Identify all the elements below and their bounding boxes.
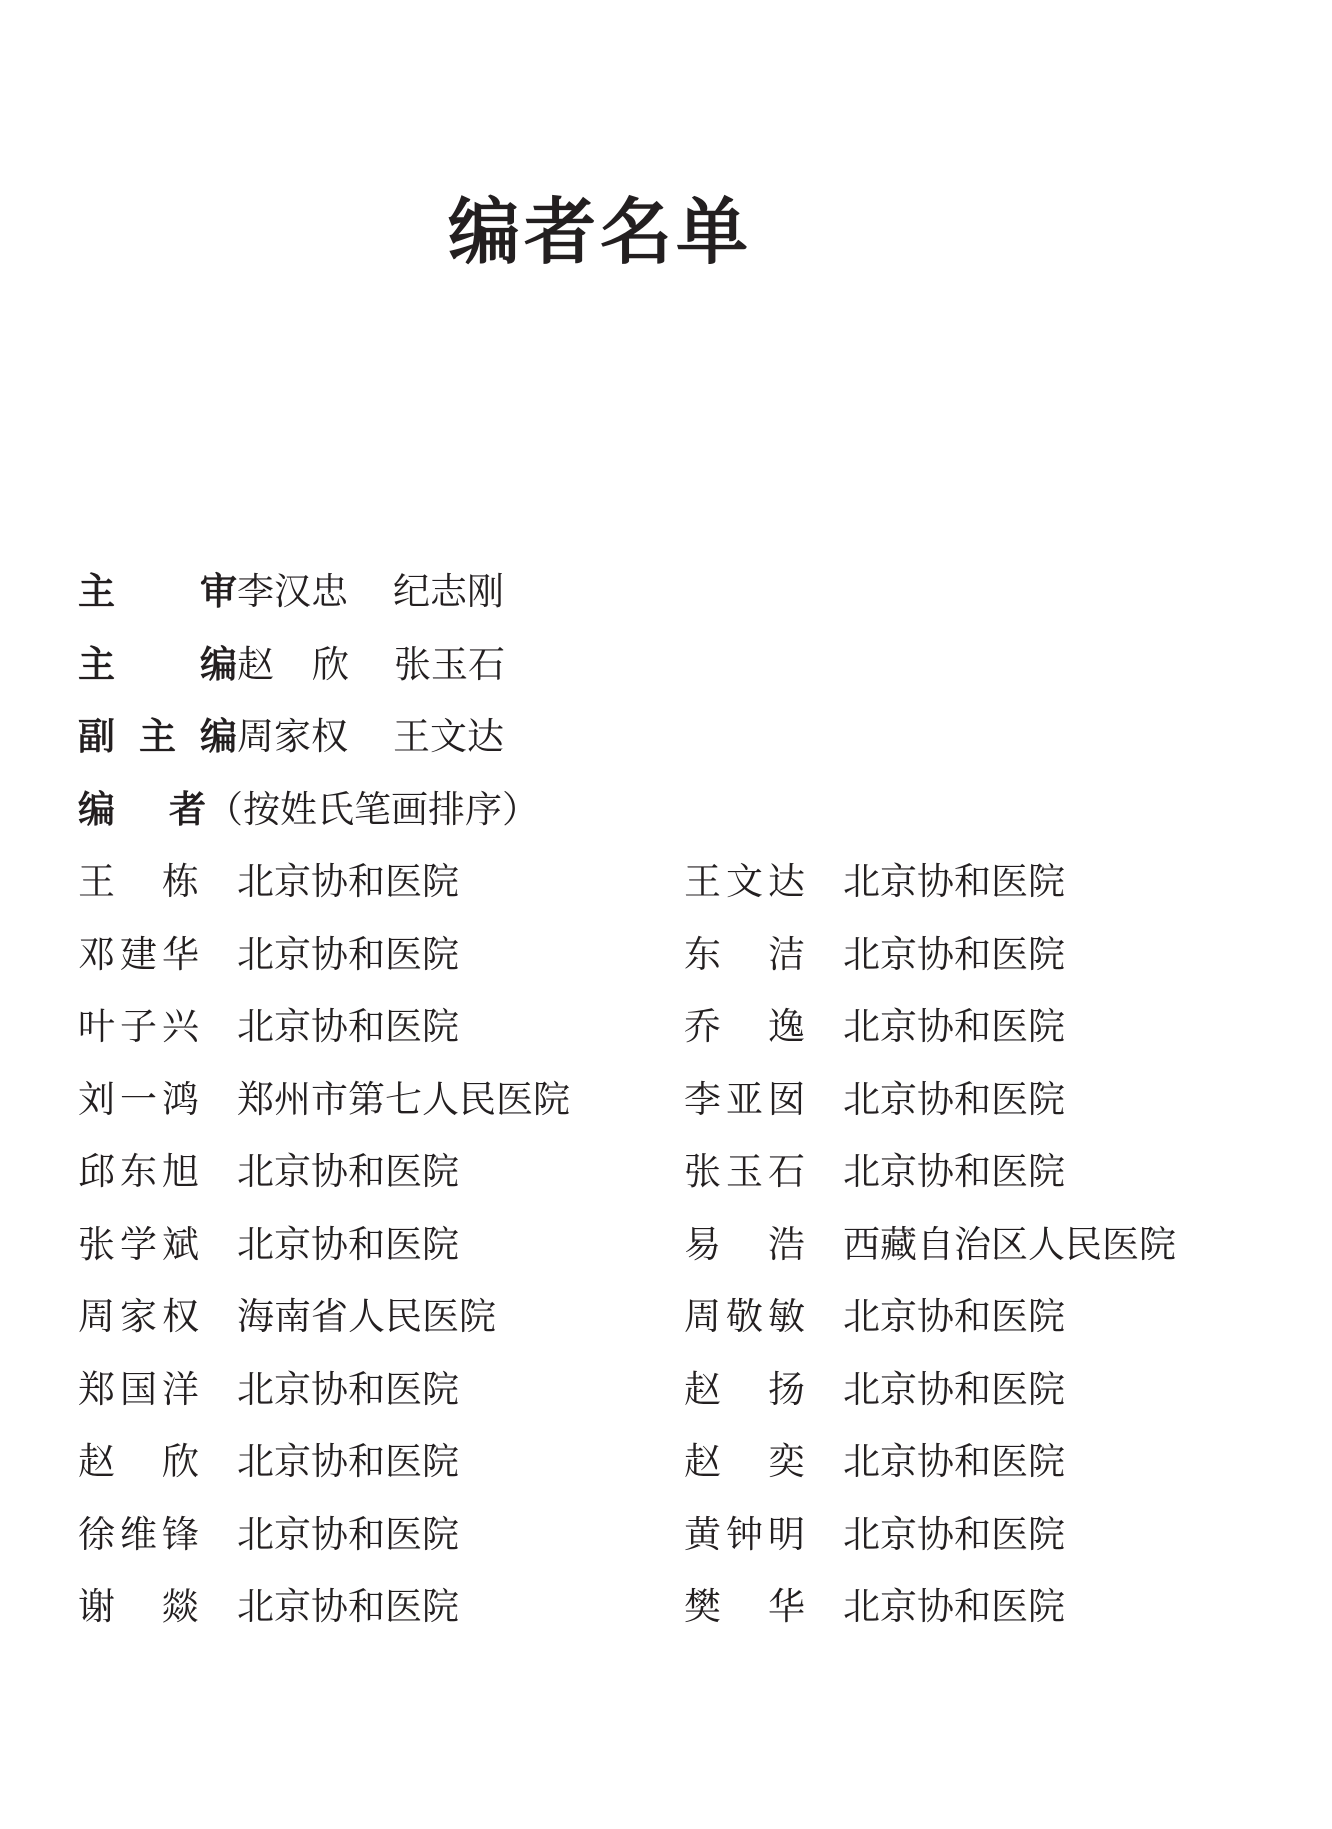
editor-row xyxy=(78,987,1290,1060)
editor-affiliation: 北京协和医院 xyxy=(237,932,459,976)
role-label: 副 主 编 xyxy=(78,715,237,759)
editor-name: 张 玉 石 xyxy=(684,1150,805,1194)
role-name: 王文达 xyxy=(393,715,504,759)
editor-name: 张 学 斌 xyxy=(78,1222,199,1266)
role-label: 主 编 xyxy=(78,642,237,686)
editor-name: 李 亚 囡 xyxy=(684,1077,805,1121)
editor-entry xyxy=(684,1576,1290,1630)
editor-entry xyxy=(78,1141,684,1195)
editor-name: 邓 建 华 xyxy=(78,932,199,976)
editor-name: 乔 逸 xyxy=(684,1005,805,1049)
editor-affiliation: 北京协和医院 xyxy=(237,1440,459,1484)
editor-name: 周 敬 敏 xyxy=(684,1295,805,1339)
role-row-chief-editor xyxy=(78,625,539,698)
editor-affiliation: 北京协和医院 xyxy=(237,1512,459,1556)
editor-name: 王 栋 xyxy=(78,860,199,904)
role-name: 李汉忠 xyxy=(237,570,348,614)
page-title: 编者名单 xyxy=(447,190,752,274)
editor-entry xyxy=(78,996,684,1050)
editor-name: 东 洁 xyxy=(684,932,805,976)
editor-name: 赵 欣 xyxy=(78,1440,199,1484)
editor-entry xyxy=(78,1431,684,1485)
editor-affiliation: 郑州市第七人民医院 xyxy=(237,1077,570,1121)
editor-name: 谢 燚 xyxy=(78,1585,199,1629)
editor-entry xyxy=(684,1214,1290,1268)
editor-affiliation: 北京协和医院 xyxy=(237,1222,459,1266)
editor-name: 刘 一 鸿 xyxy=(78,1077,199,1121)
editor-row xyxy=(78,1567,1290,1640)
editor-affiliation: 北京协和医院 xyxy=(843,1512,1065,1556)
editor-list xyxy=(78,842,1290,1640)
editor-row xyxy=(78,1205,1290,1278)
editor-row xyxy=(78,1422,1290,1495)
editor-affiliation: 北京协和医院 xyxy=(237,1585,459,1629)
editor-name: 赵 奕 xyxy=(684,1440,805,1484)
editor-name: 郑 国 洋 xyxy=(78,1367,199,1411)
role-names xyxy=(237,706,504,760)
editor-row xyxy=(78,1277,1290,1350)
editor-entry xyxy=(684,1141,1290,1195)
editor-affiliation: 北京协和医院 xyxy=(843,1295,1065,1339)
role-names xyxy=(237,561,504,615)
editor-row xyxy=(78,1495,1290,1568)
editor-affiliation: 北京协和医院 xyxy=(237,1150,459,1194)
editor-name: 徐 维 锋 xyxy=(78,1512,199,1556)
editor-name: 周 家 权 xyxy=(78,1295,199,1339)
editor-affiliation: 北京协和医院 xyxy=(237,1367,459,1411)
editor-name: 黄 钟 明 xyxy=(684,1512,805,1556)
ordering-note: （按姓氏笔画排序） xyxy=(206,787,539,831)
role-label: 编 者 xyxy=(78,787,206,831)
editor-entry xyxy=(684,1359,1290,1413)
editor-row xyxy=(78,1132,1290,1205)
editor-row xyxy=(78,915,1290,988)
editor-entry xyxy=(684,924,1290,978)
editor-name: 王 文 达 xyxy=(684,860,805,904)
role-name: 纪志刚 xyxy=(393,570,504,614)
editor-entry xyxy=(684,851,1290,905)
editor-affiliation: 北京协和医院 xyxy=(843,1585,1065,1629)
editor-name: 邱 东 旭 xyxy=(78,1150,199,1194)
editor-affiliation: 北京协和医院 xyxy=(843,1150,1065,1194)
editor-row xyxy=(78,842,1290,915)
editor-affiliation: 北京协和医院 xyxy=(843,1005,1065,1049)
editor-name: 樊 华 xyxy=(684,1585,805,1629)
role-names xyxy=(237,634,505,688)
editor-affiliation: 北京协和医院 xyxy=(843,860,1065,904)
editor-entry xyxy=(78,1359,684,1413)
editor-affiliation: 西藏自治区人民医院 xyxy=(843,1222,1176,1266)
editor-affiliation: 北京协和医院 xyxy=(843,1367,1065,1411)
editor-affiliation: 北京协和医院 xyxy=(843,1440,1065,1484)
editor-entry xyxy=(78,1286,684,1340)
editor-entry xyxy=(684,1504,1290,1558)
editor-row xyxy=(78,1350,1290,1423)
editor-name: 叶 子 兴 xyxy=(78,1005,199,1049)
editor-entry xyxy=(78,1069,684,1123)
editor-entry xyxy=(684,1069,1290,1123)
editor-name: 赵 扬 xyxy=(684,1367,805,1411)
roles-list xyxy=(78,552,539,842)
editor-entry xyxy=(684,1431,1290,1485)
editor-entry xyxy=(78,1576,684,1630)
role-label: 主 审 xyxy=(78,570,237,614)
role-name: 周家权 xyxy=(237,715,348,759)
editor-affiliation: 北京协和医院 xyxy=(843,1077,1065,1121)
editor-name: 易 浩 xyxy=(684,1222,805,1266)
editor-affiliation: 北京协和医院 xyxy=(843,932,1065,976)
role-row-chief-reviewer xyxy=(78,552,539,625)
editor-affiliation: 海南省人民医院 xyxy=(237,1295,496,1339)
editor-entry xyxy=(684,996,1290,1050)
editor-row xyxy=(78,1060,1290,1133)
role-row-deputy-editor xyxy=(78,697,539,770)
role-name: 赵 欣 xyxy=(237,642,349,686)
role-name: 张玉石 xyxy=(394,642,505,686)
editor-affiliation: 北京协和医院 xyxy=(237,1005,459,1049)
editor-entry xyxy=(78,1214,684,1268)
role-row-editors xyxy=(78,770,539,843)
editor-affiliation: 北京协和医院 xyxy=(237,860,459,904)
editor-entry xyxy=(78,851,684,905)
editor-entry xyxy=(78,1504,684,1558)
editor-entry xyxy=(684,1286,1290,1340)
editor-entry xyxy=(78,924,684,978)
